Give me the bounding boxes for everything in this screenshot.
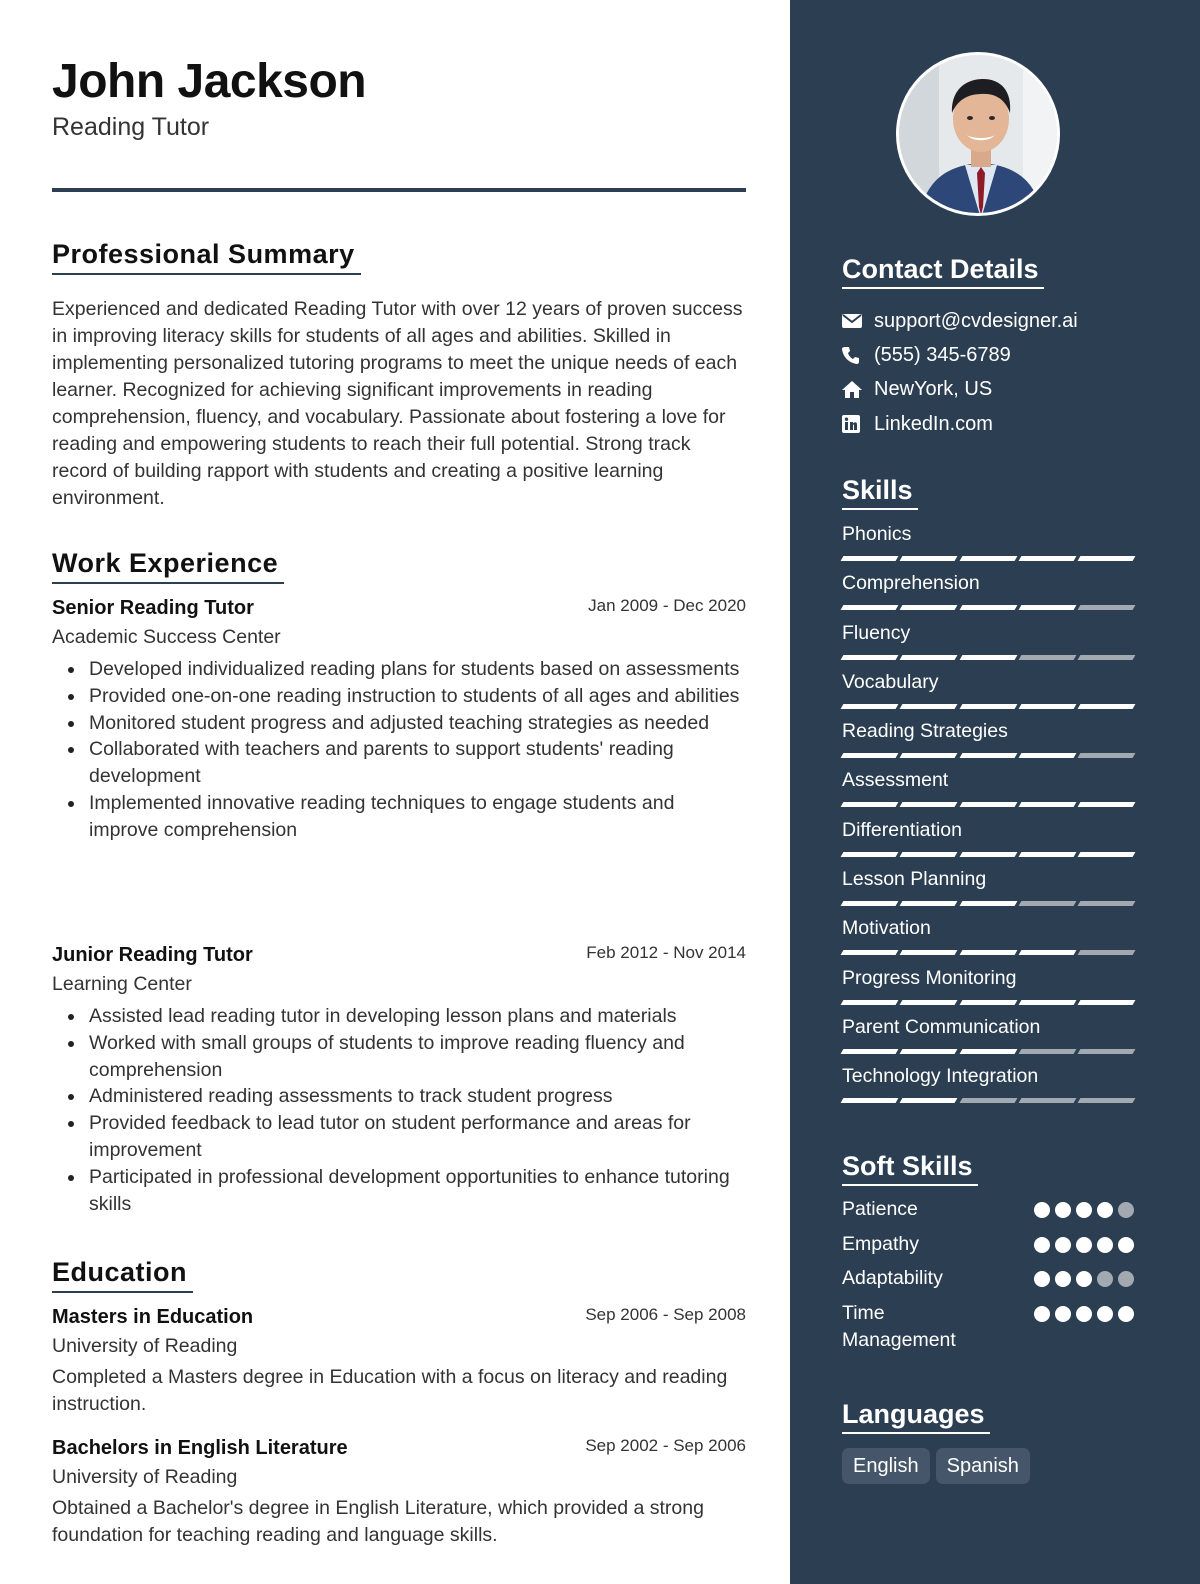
degree-title: Masters in Education <box>52 1306 254 1328</box>
candidate-name: John Jackson <box>52 55 367 108</box>
soft-skill-name: Adaptability <box>842 1267 943 1289</box>
skill-level-segment <box>900 753 958 758</box>
skill-level-segment <box>959 901 1017 906</box>
rating-dot <box>1034 1237 1050 1253</box>
skill-level-bar <box>842 704 1134 711</box>
job-entry <box>52 594 746 844</box>
skill-level-segment <box>1078 950 1136 955</box>
contact-location <box>842 373 1162 407</box>
skill-item <box>842 964 1134 1013</box>
job-date: Feb 2012 - Nov 2014 <box>586 943 746 962</box>
rating-dot <box>1055 1271 1071 1287</box>
skill-level-segment <box>1078 556 1136 561</box>
skill-level-segment <box>959 605 1017 610</box>
skill-level-segment <box>900 556 958 561</box>
job-bullet: Monitored student progress and adjusted teaching strategies as needed <box>89 710 746 737</box>
skill-level-segment <box>1018 655 1076 660</box>
sidebar <box>790 0 1200 1584</box>
education-entry <box>52 1434 746 1549</box>
skill-level-segment <box>1018 802 1076 807</box>
skill-item <box>842 1062 1134 1111</box>
rating-dot <box>1118 1306 1134 1322</box>
job-bullet: Assisted lead reading tutor in developing lesson plans and materials <box>89 1003 746 1030</box>
skill-name: Lesson Planning <box>842 868 987 891</box>
skill-level-segment <box>841 704 899 709</box>
skill-level-segment <box>900 605 958 610</box>
skill-level-bar <box>842 950 1134 957</box>
skill-level-segment <box>959 1098 1017 1103</box>
skill-level-segment <box>959 556 1017 561</box>
skill-level-segment <box>841 556 899 561</box>
job-org: Academic Success Center <box>52 626 281 648</box>
skill-level-segment <box>959 1000 1017 1005</box>
skill-item <box>842 1013 1134 1062</box>
soft-skill-name: Empathy <box>842 1232 919 1255</box>
rating-dot <box>1097 1271 1113 1287</box>
rating-dot <box>1076 1306 1092 1322</box>
job-bullet: Collaborated with teachers and parents to support students' reading development <box>89 736 746 790</box>
skill-item <box>842 717 1134 766</box>
skill-level-bar <box>842 556 1134 563</box>
skill-item <box>842 766 1134 815</box>
linkedin-icon <box>842 413 874 435</box>
rating-dot <box>1055 1306 1071 1322</box>
skill-level-segment <box>1078 802 1136 807</box>
skill-level-segment <box>959 802 1017 807</box>
rating-dot <box>1055 1237 1071 1253</box>
skill-level-segment <box>841 1098 899 1103</box>
contact-linkedin-text: LinkedIn.com <box>874 412 993 435</box>
skill-level-segment <box>959 704 1017 709</box>
skill-level-segment <box>900 1098 958 1103</box>
job-title: Junior Reading Tutor <box>52 944 253 966</box>
header-divider <box>52 188 746 192</box>
skills-list <box>842 520 1134 1112</box>
skill-level-segment <box>900 901 958 906</box>
language-chip: English <box>842 1448 930 1484</box>
skill-level-segment <box>1078 753 1136 758</box>
education-heading: Education <box>52 1256 193 1293</box>
skill-name: Reading Strategies <box>842 720 1008 743</box>
job-entry <box>52 941 746 1217</box>
skill-level-segment <box>1078 1000 1136 1005</box>
skill-item <box>842 914 1134 963</box>
degree-title: Bachelors in English Literature <box>52 1437 348 1459</box>
skill-name: Comprehension <box>842 572 980 595</box>
contact-email-text: support@cvdesigner.ai <box>874 309 1078 332</box>
skill-item <box>842 619 1134 668</box>
contact-list <box>842 304 1162 441</box>
skill-level-bar <box>842 605 1134 612</box>
rating-dot <box>1076 1237 1092 1253</box>
skill-name: Parent Communication <box>842 1015 1041 1038</box>
skill-level-bar <box>842 802 1134 809</box>
skill-level-segment <box>841 852 899 857</box>
skill-level-segment <box>841 950 899 955</box>
skill-level-segment <box>1078 1098 1136 1103</box>
skill-level-segment <box>1078 655 1136 660</box>
skill-level-segment <box>1018 556 1076 561</box>
rating-dot <box>1118 1271 1134 1287</box>
skill-level-segment <box>959 753 1017 758</box>
job-bullet: Participated in professional development opportunities to enhance tutoring skills <box>89 1164 746 1218</box>
skill-level-segment <box>1018 1000 1076 1005</box>
skill-level-segment <box>1078 852 1136 857</box>
skill-level-segment <box>900 950 958 955</box>
experience-heading: Work Experience <box>52 547 284 584</box>
skill-item <box>842 865 1134 914</box>
skill-level-bar <box>842 1049 1134 1056</box>
job-title: Senior Reading Tutor <box>52 597 254 619</box>
summary-text: Experienced and dedicated Reading Tutor with over 12 years of proven success in improving literacy skills for students of all ages and abilities. Skilled in implementing personalized tutoring programs to meet the unique needs of each learner. Recognized for achieving significant improvements in reading comprehension, fluency, and vocabulary. Passionate about fostering a love for reading and empowering students to reach their full potential. Strong track record of building rapport with students and creating a positive learning environment. <box>52 298 743 509</box>
contact-heading: Contact Details <box>842 253 1044 289</box>
soft-skill-rating <box>1034 1202 1134 1218</box>
skill-level-segment <box>959 950 1017 955</box>
skill-item <box>842 520 1134 569</box>
skill-level-segment <box>1018 901 1076 906</box>
skills-heading: Skills <box>842 474 918 510</box>
soft-skill-rating <box>1034 1271 1134 1287</box>
contact-phone[interactable] <box>842 338 1162 372</box>
degree-date: Sep 2002 - Sep 2006 <box>585 1436 746 1455</box>
summary-heading: Professional Summary <box>52 238 361 275</box>
skill-level-segment <box>900 704 958 709</box>
phone-icon <box>842 344 874 366</box>
job-bullets <box>52 656 746 844</box>
skill-item <box>842 569 1134 618</box>
skill-level-segment <box>959 655 1017 660</box>
school-name: University of Reading <box>52 1335 238 1357</box>
skill-level-segment <box>841 605 899 610</box>
skill-name: Motivation <box>842 917 931 940</box>
skill-level-segment <box>1018 704 1076 709</box>
job-bullet: Implemented innovative reading techniques to engage students and improve comprehension <box>89 790 746 844</box>
rating-dot <box>1034 1306 1050 1322</box>
skill-level-segment <box>1018 852 1076 857</box>
rating-dot <box>1076 1271 1092 1287</box>
skill-level-bar <box>842 1000 1134 1007</box>
rating-dot <box>1055 1202 1071 1218</box>
rating-dot <box>1034 1202 1050 1218</box>
job-bullet: Provided one-on-one reading instruction to students of all ages and abilities <box>89 683 746 710</box>
education-entry <box>52 1303 746 1418</box>
soft-skill-name: Time Management <box>842 1301 956 1351</box>
home-icon <box>842 379 874 401</box>
rating-dot <box>1097 1306 1113 1322</box>
skill-level-segment <box>841 753 899 758</box>
job-date: Jan 2009 - Dec 2020 <box>588 596 746 615</box>
soft-skill-item <box>842 1196 1134 1231</box>
portrait-photo <box>899 55 1060 216</box>
skill-level-segment <box>959 1049 1017 1054</box>
skill-name: Vocabulary <box>842 670 939 693</box>
skill-level-segment <box>1018 950 1076 955</box>
skill-level-bar <box>842 901 1134 908</box>
rating-dot <box>1097 1237 1113 1253</box>
rating-dot <box>1076 1202 1092 1218</box>
skill-level-segment <box>1078 605 1136 610</box>
job-bullets <box>52 1003 746 1217</box>
skill-level-segment <box>841 802 899 807</box>
skill-name: Phonics <box>842 523 912 545</box>
skill-name: Technology Integration <box>842 1065 1039 1088</box>
skill-level-segment <box>900 1049 958 1054</box>
skill-level-segment <box>1078 704 1136 709</box>
skill-level-segment <box>1018 1098 1076 1103</box>
skill-level-segment <box>1018 1049 1076 1054</box>
languages-heading: Languages <box>842 1398 990 1434</box>
skill-level-segment <box>900 1000 958 1005</box>
soft-skills-list <box>842 1196 1134 1354</box>
contact-linkedin[interactable] <box>842 407 1162 441</box>
job-bullet: Developed individualized reading plans for students based on assessments <box>89 656 746 683</box>
rating-dot <box>1118 1237 1134 1253</box>
soft-skills-heading: Soft Skills <box>842 1150 978 1186</box>
degree-date: Sep 2006 - Sep 2008 <box>585 1305 746 1324</box>
skill-level-bar <box>842 655 1134 662</box>
job-org: Learning Center <box>52 973 192 995</box>
skill-level-segment <box>841 1049 899 1054</box>
skill-level-segment <box>841 901 899 906</box>
job-bullet: Administered reading assessments to track student progress <box>89 1083 746 1110</box>
skill-level-segment <box>841 1000 899 1005</box>
contact-location-text: NewYork, US <box>874 378 993 401</box>
languages-list <box>842 1448 1030 1484</box>
soft-skill-rating <box>1034 1306 1134 1322</box>
rating-dot <box>1118 1202 1134 1218</box>
degree-description: Completed a Masters degree in Education with a focus on literacy and reading instruction. <box>52 1366 728 1415</box>
skill-name: Differentiation <box>842 818 962 841</box>
skill-level-segment <box>900 852 958 857</box>
soft-skill-rating <box>1034 1237 1134 1253</box>
degree-description: Obtained a Bachelor's degree in English Literature, which provided a strong foundation for teaching reading and language skills. <box>52 1497 704 1546</box>
rating-dot <box>1034 1271 1050 1287</box>
skill-level-bar <box>842 753 1134 760</box>
skill-level-bar <box>842 1098 1134 1105</box>
soft-skill-item <box>842 1300 1134 1354</box>
skill-name: Fluency <box>842 621 911 644</box>
skill-item <box>842 668 1134 717</box>
contact-phone-text: (555) 345-6789 <box>874 343 1011 366</box>
job-bullet: Worked with small groups of students to improve reading fluency and comprehension <box>89 1030 746 1084</box>
skill-level-segment <box>900 802 958 807</box>
soft-skill-item <box>842 1265 1134 1300</box>
avatar <box>896 52 1060 216</box>
skill-name: Progress Monitoring <box>842 966 1017 989</box>
skill-level-segment <box>900 655 958 660</box>
candidate-role: Reading Tutor <box>52 113 210 141</box>
language-chip: Spanish <box>936 1448 1030 1484</box>
skill-level-segment <box>1078 901 1136 906</box>
skill-item <box>842 816 1134 865</box>
soft-skill-item <box>842 1231 1134 1266</box>
contact-email[interactable] <box>842 304 1162 338</box>
skill-name: Assessment <box>842 769 949 792</box>
skill-level-segment <box>1078 1049 1136 1054</box>
envelope-icon <box>842 310 874 332</box>
school-name: University of Reading <box>52 1466 238 1488</box>
soft-skill-name: Patience <box>842 1198 918 1220</box>
skill-level-segment <box>959 852 1017 857</box>
skill-level-segment <box>1018 753 1076 758</box>
rating-dot <box>1097 1202 1113 1218</box>
skill-level-bar <box>842 852 1134 859</box>
skill-level-segment <box>841 655 899 660</box>
skill-level-segment <box>1018 605 1076 610</box>
job-bullet: Provided feedback to lead tutor on student performance and areas for improvement <box>89 1110 746 1164</box>
